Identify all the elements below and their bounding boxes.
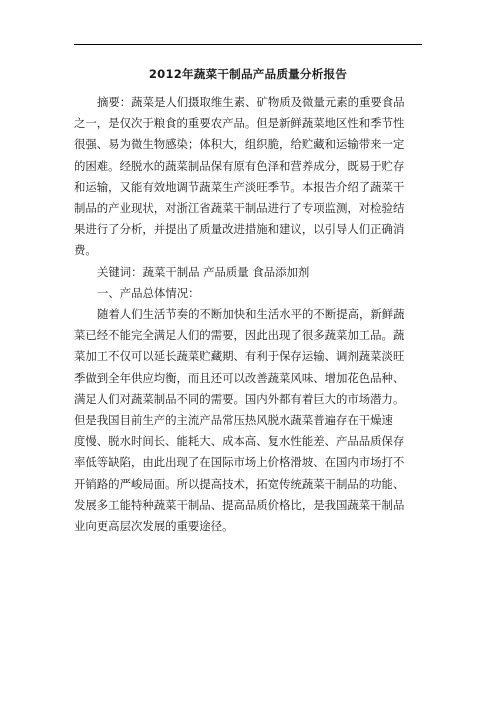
abstract-line: 之一，是仅次于粮食的重要农产品。但是新鲜蔬菜地区性和季节性 [74,116,405,131]
abstract-line: 的困难。经脱水的蔬菜制品保有原有色泽和营养成分，既易于贮存 [74,158,405,173]
body-line: 但是我国目前生产的主流产品常压热风脱水蔬菜普遍存在干燥速 [74,413,393,428]
body-line: 业向更高层次发展的重要途径。 [74,519,234,534]
body-line: 随着人们生活节奏的不断加快和生活水平的不断提高，新鲜蔬 [97,307,405,322]
section-heading: 一、产品总体情况： [97,285,200,300]
abstract-line: 和运输，又能有效地调节蔬菜生产淡旺季节。本报告介绍了蔬菜干 [74,179,405,194]
abstract-line: 制品的产业现状，对浙江省蔬菜干制品进行了专项监测，对检验结 [74,201,405,216]
body-line: 发展多工能特种蔬菜干制品、提高品质价格比，是我国蔬菜干制品 [74,497,405,512]
abstract-paragraph [74,92,422,262]
body-line: 季做到全年供应均衡，而且还可以改善蔬菜风味、增加花色品种、 [74,370,405,385]
document-body [74,92,422,537]
body-line: 开销路的严峻局面。所以提高技术，拓宽传统蔬菜干制品的功能、 [74,476,405,491]
body-paragraph [74,304,422,537]
abstract-line: 摘要：蔬菜是人们摄取维生素、矿物质及微量元素的重要食品 [97,95,405,109]
body-line: 率低等缺陷，由此出现了在国际市场上价格滑坡、在国内市场打不 [74,455,405,470]
body-line: 菜已经不能完全满足人们的需要，因此出现了很多蔬菜加工品。蔬 [74,328,405,343]
header-rule [74,44,422,45]
abstract-line: 很强、易为微生物感染；体积大，组织脆，给贮藏和运输带来一定 [74,137,405,152]
body-line: 满足人们对蔬菜制品不同的需要。国内外都有着巨大的市场潜力。 [74,391,405,406]
document-title: 2012年蔬菜干制品产品质量分析报告 [148,67,348,81]
abstract-line: 果进行了分析，并提出了质量改进措施和建议，以引导人们正确消 [74,222,405,237]
body-line: 菜加工不仅可以延长蔬菜贮藏期、有利于保存运输、调剂蔬菜淡旺 [74,349,405,364]
keywords-line: 关键词：蔬菜干制品 产品质量 食品添加剂 [97,264,310,279]
abstract-line: 费。 [74,243,97,258]
body-line: 度慢、脱水时间长、能耗大、成本高、复水性能差、产品品质保存 [74,434,405,449]
